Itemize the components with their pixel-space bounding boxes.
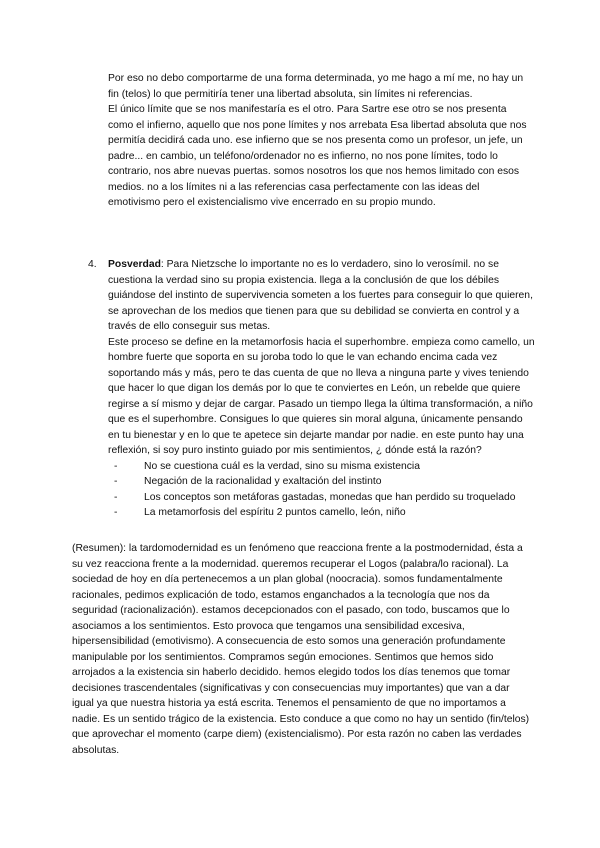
section-4-paragraph-1-text: : Para Nietzsche lo importante no es lo verdadero, sino lo verosímil. no se cuestiona la verdad sino su propia existencia. llega a la conclusión de que los débiles guiándose del instinto de supervivencia someten a los fuertes para conseguir lo que quieren, se aprovechan de los medios que tienen para que su debilidad se convierta en control y a través de ello conseguir sus metas.	[108, 259, 533, 332]
summary-paragraph: (Resumen): la tardomodernidad es un fenómeno que reacciona frente a la postmodernidad, ésta a su vez reacciona frente a la modernidad. queremos recuperar el Logos (palabra/lo racional). La sociedad de hoy en día pertenecemos a un plan global (noocracia). somos fundamentalmente racionales, pedimos explicación de todo, estamos enganchados a la tecnología que nos da seguridad (racionalización). estamos decepcionados con el pasado, con todo, buscamos que lo asociamos a los sentimientos. Esto provoca que tengamos una sensibilidad excesiva, hipersensibilidad (emotivismo). A consecuencia de esto somos una generación profundamente manipulable por los sentimientos. Compramos según emociones. Sentimos que hemos sido arrojados a la existencia sin haberlo decidido. hemos elegido todos los días tenemos que tomar decisiones trascendentales (significativas y con consecuencias muy importantes) que van a dar igual ya que nuestra historia ya está escrita. Tenemos el pensamiento de que no importamos a nadie. Es un sentido trágico de la existencia. Esto conduce a que como no hay un sentido (fin/telos) que aprovechar el momento (carpe diem) (existencialismo). Por esta razón no caben las verdades absolutas.	[72, 543, 530, 756]
section-4-paragraph-1	[108, 257, 535, 335]
list-item	[108, 474, 535, 490]
summary-block	[72, 541, 534, 758]
list-item-text: La metamorfosis del espíritu 2 puntos camello, león, niño	[144, 507, 406, 518]
bullet-dash: -	[114, 460, 118, 472]
section-4-heading: Posverdad	[108, 259, 161, 270]
section-4-number: 4.	[88, 259, 97, 270]
list-item	[108, 505, 535, 521]
intro-block	[108, 71, 533, 211]
bullet-dash: -	[114, 476, 118, 487]
bullet-dash: -	[114, 507, 118, 518]
list-item	[108, 490, 535, 506]
section-4-paragraph-2: Este proceso se define en la metamorfosis hacia el superhombre. empieza como camello, un hombre fuerte que soporta en su joroba todo lo que le van echando encima cada vez soportando más y más, pero te das cuenta de que no lleva a ninguna parte y vives teniendo que hacer lo que digan los demás por lo que te conviertes en León, un rebelde que quiere regirse a sí mismo y dejar de cargar. Pasado un tiempo llega la última transformación, a niño que es el superhombre. Consigues lo que quieres sin moral alguna, únicamente pensando en tu bienestar y en lo que te apetece sin dejarte mandar por nadie. en este punto hay una reflexión, si soy puro instinto guiado por mis sentimientos, ¿ dónde está la razón?	[108, 336, 535, 456]
bullet-dash: -	[114, 491, 118, 503]
intro-paragraph-2: El único límite que se nos manifestaría es el otro. Para Sartre ese otro se nos presenta como el infierno, aquello que nos pone límites y nos arrebata Esa libertad absoluta que nos permitía decidirá cada uno. ese infierno que se nos presenta como un profesor, un jefe, un padre... en cambio, un teléfono/ordenador no es infierno, no nos pone límites, todo lo contrario, nos abre nuevas puertas. somos nosotros los que nos hemos limitado con esos medios. no a los límites ni a las referencias casa perfectamente con las ideas del emotivismo pero el existencialismo vive encerrado en su propio mundo.	[108, 104, 527, 208]
list-item	[108, 459, 535, 475]
list-item-text: No se cuestiona cuál es la verdad, sino su misma existencia	[144, 460, 420, 472]
section-4-bullet-list	[108, 459, 535, 521]
list-item-text: Los conceptos son metáforas gastadas, monedas que han perdido su troquelado	[144, 491, 516, 503]
section-4-body	[108, 257, 535, 521]
intro-paragraph-1: Por eso no debo comportarme de una forma determinada, yo me hago a mí me, no hay un fin (telos) lo que permitiría tener una libertad absoluta, sin límites ni referencias.	[108, 73, 524, 100]
list-item-text: Negación de la racionalidad y exaltación del instinto	[144, 476, 382, 487]
